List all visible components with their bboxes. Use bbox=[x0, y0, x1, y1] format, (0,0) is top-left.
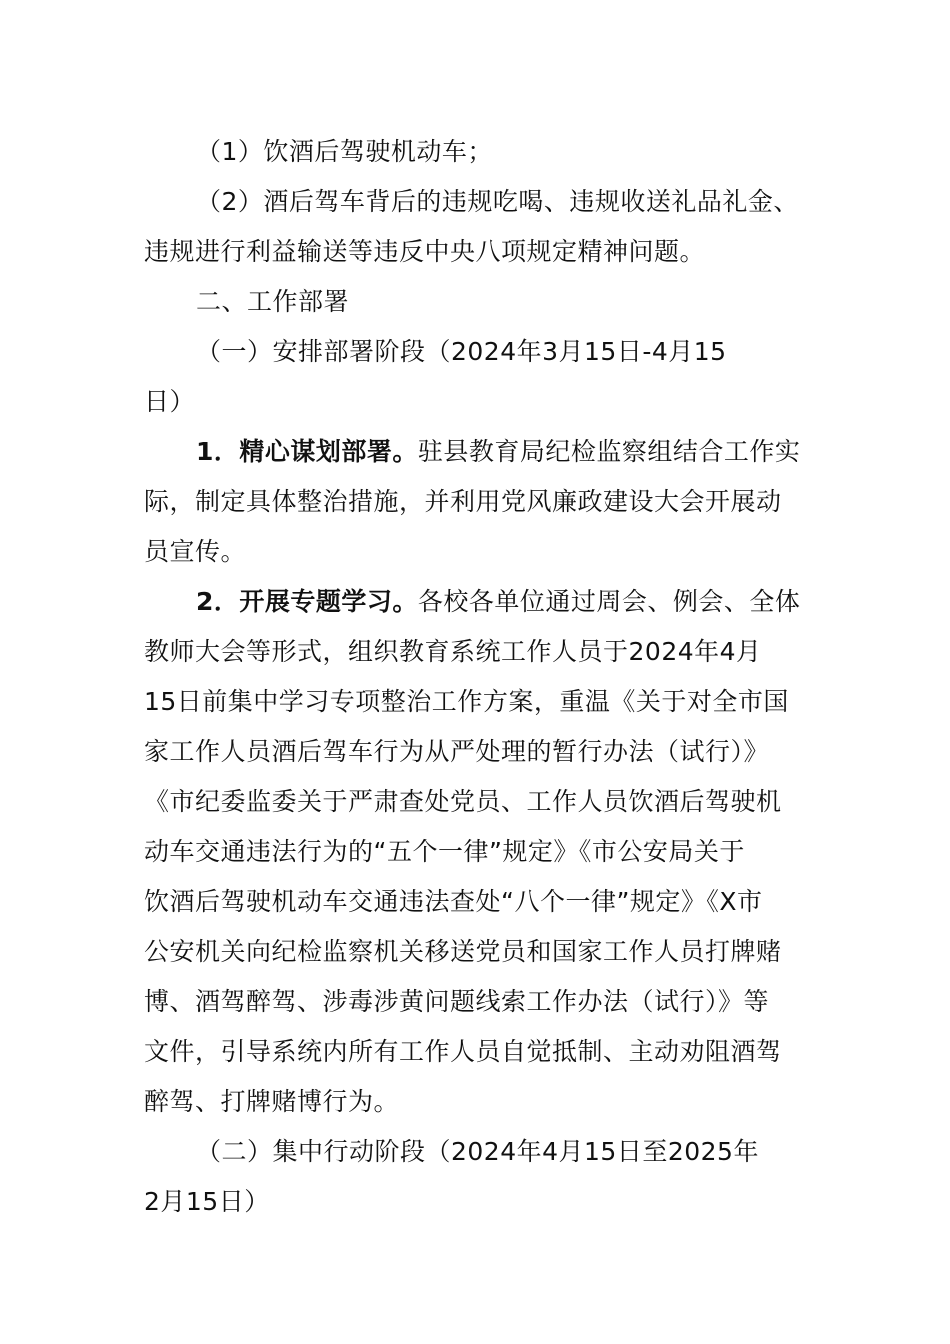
paragraph-line: 15日前集中学习专项整治工作方案，重温《关于对全市国 bbox=[144, 687, 789, 716]
paragraph-line: 员宣传。 bbox=[144, 537, 247, 566]
paragraph-line: 2月15日） bbox=[144, 1187, 270, 1216]
item-1-line bbox=[0, 436, 950, 468]
paragraph-line: 违规进行利益输送等违反中央八项规定精神问题。 bbox=[144, 237, 706, 266]
paragraph-line: 教师大会等形式，组织教育系统工作人员于2024年4月 bbox=[144, 637, 762, 666]
paragraph-line: 饮酒后驾驶机动车交通违法查处“八个一律”规定》《X市 bbox=[144, 887, 763, 916]
paragraph-line: 博、酒驾醉驾、涉毒涉黄问题线索工作办法（试行）》等 bbox=[144, 987, 770, 1016]
paragraph-line: （2）酒后驾车背后的违规吃喝、违规收送礼品礼金、 bbox=[196, 187, 799, 216]
paragraph-line: 日） bbox=[144, 387, 196, 416]
paragraph-line: 醉驾、打牌赌博行为。 bbox=[144, 1087, 400, 1116]
item-2-text: 各校各单位通过周会、例会、全体 bbox=[417, 587, 801, 616]
item-2-line bbox=[0, 586, 950, 618]
paragraph-line: 家工作人员酒后驾车行为从严处理的暂行办法（试行）》 bbox=[144, 737, 770, 766]
subsection-heading: （二）集中行动阶段（2024年4月15日至2025年 bbox=[196, 1137, 759, 1166]
paragraph-line: 文件，引导系统内所有工作人员自觉抵制、主动劝阻酒驾 bbox=[144, 1037, 782, 1066]
paragraph-line: 动车交通违法行为的“五个一律”规定》《市公安局关于 bbox=[144, 837, 745, 866]
paragraph-line: 际，制定具体整治措施，并利用党风廉政建设大会开展动 bbox=[144, 487, 782, 516]
subsection-heading: （一）安排部署阶段（2024年3月15日-4月15 bbox=[196, 337, 727, 366]
item-2-title: 2．开展专题学习。 bbox=[196, 587, 418, 616]
paragraph-line: 《市纪委监委关于严肃查处党员、工作人员饮酒后驾驶机 bbox=[144, 787, 782, 816]
paragraph-line: 公安机关向纪检监察机关移送党员和国家工作人员打牌赌 bbox=[144, 937, 782, 966]
item-1-title: 1．精心谋划部署。 bbox=[196, 437, 418, 466]
section-heading: 二、工作部署 bbox=[196, 287, 350, 316]
paragraph-line: （1）饮酒后驾驶机动车； bbox=[196, 137, 493, 166]
item-1-text: 驻县教育局纪检监察组结合工作实 bbox=[417, 437, 801, 466]
